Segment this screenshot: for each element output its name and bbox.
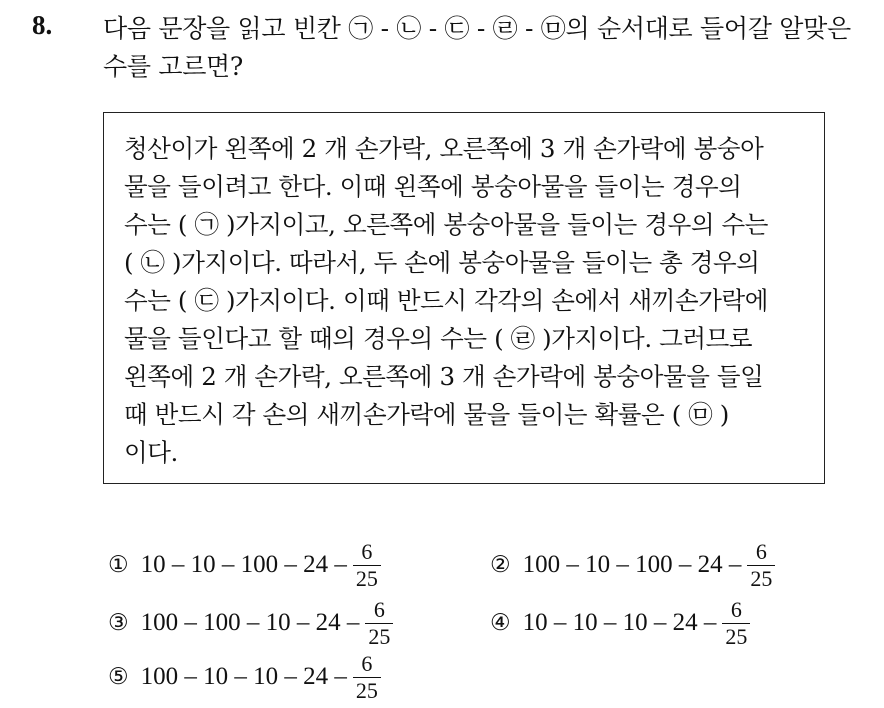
passage-line: 물을 들인다고 할 때의 경우의 수는 ( ㉣ )가지이다. 그러므로	[124, 324, 753, 353]
choice-5[interactable]	[108, 646, 381, 708]
choice-1[interactable]	[108, 534, 381, 596]
question-stem-line: 수를 고르면?	[103, 52, 244, 81]
choice-2[interactable]	[490, 534, 775, 596]
choice-expression: 100 – 10 – 100 – 24 –	[522, 551, 742, 578]
passage-line: 수는 ( ㉢ )가지이다. 이때 반드시 각각의 손에서 새끼손가락에	[124, 286, 769, 315]
choice-expression: 10 – 10 – 10 – 24 –	[522, 609, 717, 636]
fraction-denominator: 25	[353, 565, 381, 592]
choice-expression: 100 – 10 – 10 – 24 –	[140, 663, 347, 690]
choice-expression: 100 – 100 – 10 – 24 –	[140, 609, 360, 636]
choice-fraction	[365, 597, 393, 650]
fraction-denominator: 25	[365, 623, 393, 650]
choice-3[interactable]	[108, 592, 393, 654]
choice-4[interactable]	[490, 592, 750, 654]
fraction-denominator: 25	[722, 623, 750, 650]
choice-marker: ①	[108, 552, 129, 578]
choice-expression: 10 – 10 – 100 – 24 –	[140, 551, 347, 578]
fraction-numerator: 6	[730, 596, 742, 622]
choice-marker: ④	[490, 610, 511, 636]
question-stem-line: 다음 문장을 읽고 빈칸 ㉠ - ㉡ - ㉢ - ㉣ - ㉤의 순서대로 들어갈 알맞은	[103, 14, 851, 43]
passage-line: 청산이가 왼쪽에 2 개 손가락, 오른쪽에 3 개 손가락에 봉숭아	[124, 134, 764, 163]
question-number: 8.	[32, 10, 53, 40]
fraction-denominator: 25	[353, 677, 381, 704]
fraction-numerator: 6	[361, 538, 373, 564]
choice-fraction	[353, 539, 381, 592]
choice-fraction	[747, 539, 775, 592]
choice-marker: ③	[108, 610, 129, 636]
passage-line: 물을 들이려고 한다. 이때 왼쪽에 봉숭아물을 들이는 경우의	[124, 172, 742, 201]
fraction-numerator: 6	[361, 650, 373, 676]
fraction-numerator: 6	[755, 538, 767, 564]
passage-line: 수는 ( ㉠ )가지이고, 오른쪽에 봉숭아물을 들이는 경우의 수는	[124, 210, 769, 239]
choice-marker: ②	[490, 552, 511, 578]
passage-line: 왼쪽에 2 개 손가락, 오른쪽에 3 개 손가락에 봉숭아물을 들일	[124, 362, 764, 391]
choice-fraction	[722, 597, 750, 650]
passage-line: 이다.	[124, 438, 178, 467]
choice-marker: ⑤	[108, 664, 129, 690]
choice-fraction	[353, 651, 381, 704]
fraction-denominator: 25	[747, 565, 775, 592]
passage-line: ( ㉡ )가지이다. 따라서, 두 손에 봉숭아물을 들이는 총 경우의	[124, 248, 760, 277]
passage-line: 때 반드시 각 손의 새끼손가락에 물을 들이는 확률은 ( ㉤ )	[124, 400, 729, 429]
fraction-numerator: 6	[373, 596, 385, 622]
